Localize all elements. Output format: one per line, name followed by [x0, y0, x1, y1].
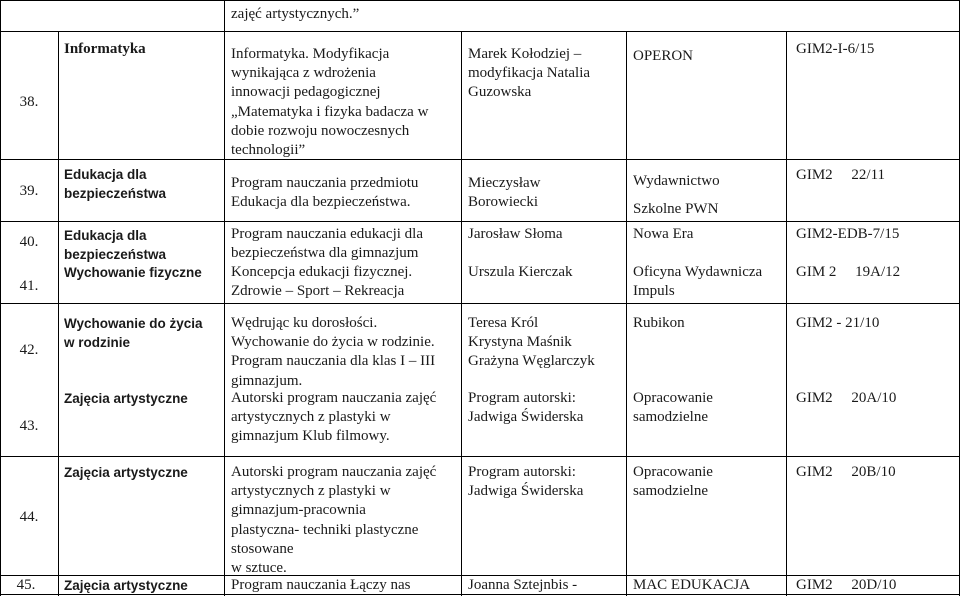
row-separator	[0, 31, 960, 32]
code-cell: GIM2 20B/10	[796, 464, 896, 480]
program-cell: Wędrując ku dorosłości. Wychowanie do życia w rodzinie. Program nauczania dla klas I – III gimnazjum.	[231, 315, 436, 389]
column-separator	[0, 0, 1, 596]
author-cell: Marek Kołodziej – modyfikacja Natalia Guzowska	[468, 46, 591, 101]
subject-cell: Wychowanie fizyczne	[64, 265, 202, 280]
row-number: 39.	[19, 183, 39, 199]
program-cell: Program nauczania Łączy nas	[231, 577, 411, 593]
code-cell: GIM2 20A/10	[796, 390, 897, 406]
code-cell: GIM2 20D/10	[796, 577, 897, 593]
publisher-cell: Opracowanie samodzielne	[633, 390, 713, 426]
subject-cell: Informatyka	[64, 41, 146, 57]
program-cell: Program nauczania edukacji dla bezpieczeństwa dla gimnazjum	[231, 226, 423, 262]
publisher-cell: Oficyna Wydawnicza Impuls	[633, 264, 763, 300]
subject-cell: Edukacja dla bezpieczeństwa	[64, 167, 167, 201]
author-cell: Urszula Kierczak	[468, 264, 573, 280]
author-cell: Teresa Król Krystyna Maśnik Grażyna Węglarczyk	[468, 315, 595, 370]
column-separator	[58, 31, 59, 596]
program-cell: Autorski program nauczania zajęć artystycznych z plastyki w gimnazjum-pracownia plastyczna- techniki plastyczne stosowane w sztuce.	[231, 464, 437, 577]
row-number: 38.	[19, 94, 39, 110]
column-separator	[224, 0, 225, 596]
subject-cell: Zajęcia artystyczne	[64, 391, 188, 406]
program-cell: Koncepcja edukacji fizycznej. Zdrowie – Sport – Rekreacja	[231, 264, 413, 300]
row-number: 45.	[16, 577, 36, 593]
row-separator	[0, 159, 960, 160]
subject-cell: Zajęcia artystyczne	[64, 465, 188, 480]
author-cell: Joanna Sztejnbis -	[468, 577, 578, 593]
code-cell: GIM2-I-6/15	[796, 41, 875, 57]
program-cell: Autorski program nauczania zajęć artystycznych z plastyki w gimnazjum Klub filmowy.	[231, 390, 437, 445]
author-cell: Jarosław Słoma	[468, 226, 563, 242]
previous-row-fragment: zajęć artystycznych.”	[231, 6, 360, 22]
program-cell: Informatyka. Modyfikacja wynikająca z wdrożenia innowacji pedagogicznej „Matematyka i fizyka badacza w dobie rozwoju nowoczesnych technologii”	[231, 46, 429, 159]
column-separator	[626, 31, 627, 596]
row-number: 41.	[19, 278, 39, 294]
code-cell: GIM2 22/11	[796, 167, 886, 183]
author-cell: Program autorski: Jadwiga Świderska	[468, 464, 584, 500]
publisher-cell: OPERON	[633, 48, 694, 64]
subject-cell: Zajęcia artystyczne	[64, 578, 188, 593]
author-cell: Program autorski: Jadwiga Świderska	[468, 390, 584, 426]
publisher-cell: Nowa Era	[633, 226, 694, 242]
code-cell: GIM2-EDB-7/15	[796, 226, 900, 242]
row-separator	[0, 303, 960, 304]
table-top-border	[0, 0, 960, 1]
publisher-cell: MAC EDUKACJA	[633, 577, 751, 593]
code-cell: GIM2 - 21/10	[796, 315, 880, 331]
row-separator	[0, 221, 960, 222]
column-separator	[786, 31, 787, 596]
publisher-cell: Wydawnictwo Szkolne PWN	[633, 173, 720, 217]
row-separator	[0, 456, 960, 457]
publisher-cell: Rubikon	[633, 315, 685, 331]
row-number: 43.	[19, 418, 39, 434]
publisher-cell: Opracowanie samodzielne	[633, 464, 713, 500]
author-cell: Mieczysław Borowiecki	[468, 175, 541, 211]
code-cell: GIM 2 19A/12	[796, 264, 901, 280]
column-separator	[461, 31, 462, 596]
program-cell: Program nauczania przedmiotu Edukacja dla bezpieczeństwa.	[231, 175, 419, 211]
subject-cell: Wychowanie do życia w rodzinie	[64, 316, 203, 350]
row-number: 42.	[19, 342, 39, 358]
subject-cell: Edukacja dla bezpieczeństwa	[64, 228, 167, 262]
row-number: 40.	[19, 234, 39, 250]
row-number: 44.	[19, 509, 39, 525]
